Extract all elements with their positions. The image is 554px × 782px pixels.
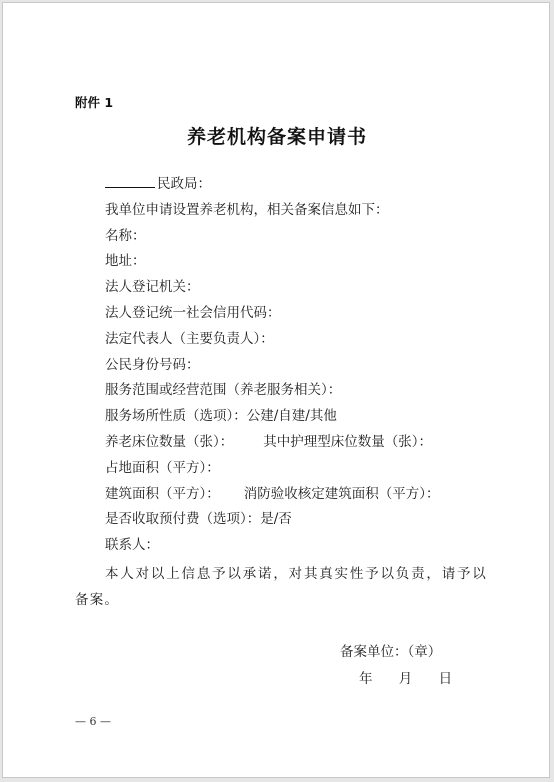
field-fire-area: 消防验收核定建筑面积（平方）： [243, 486, 440, 502]
field-address: 地址： [105, 253, 146, 269]
field-id-number: 公民身份号码： [105, 357, 200, 373]
field-legal-rep: 法定代表人（主要负责人）： [105, 331, 274, 347]
addressee-line [105, 175, 211, 192]
field-land-area: 占地面积（平方）： [105, 460, 220, 476]
field-beds-row [105, 434, 432, 450]
field-premises-nature: 服务场所性质（选项）：公建/自建/其他 [105, 408, 337, 424]
field-building-area: 建筑面积（平方）： [105, 486, 220, 502]
date-line: 年 月 日 [359, 671, 453, 687]
field-contact: 联系人： [105, 537, 159, 553]
field-registration-authority: 法人登记机关： [105, 279, 200, 295]
field-name: 名称： [105, 228, 146, 244]
field-prepaid-fee: 是否收取预付费（选项）：是/否 [105, 511, 292, 527]
field-service-scope: 服务范围或经营范围（养老服务相关）： [105, 382, 342, 398]
field-nursing-beds: 其中护理型床位数量（张）： [263, 434, 432, 450]
attachment-label: 附件 1 [75, 95, 114, 110]
document-page [2, 2, 550, 778]
page-number: — 6 — [75, 715, 111, 728]
field-credit-code: 法人登记统一社会信用代码： [105, 305, 281, 321]
commitment-paragraph: 本人对以上信息予以承诺，对其真实性予以负责，请予以备案。 [75, 566, 487, 608]
field-area-row [105, 486, 440, 502]
document-title: 养老机构备案申请书 [186, 126, 367, 148]
addressee-text: 民政局： [157, 176, 211, 192]
intro-line: 我单位申请设置养老机构，相关备案信息如下： [105, 202, 389, 218]
signature-line: 备案单位：（章） [340, 644, 442, 660]
addressee-blank [105, 175, 155, 188]
field-beds: 养老床位数量（张）： [105, 434, 234, 450]
